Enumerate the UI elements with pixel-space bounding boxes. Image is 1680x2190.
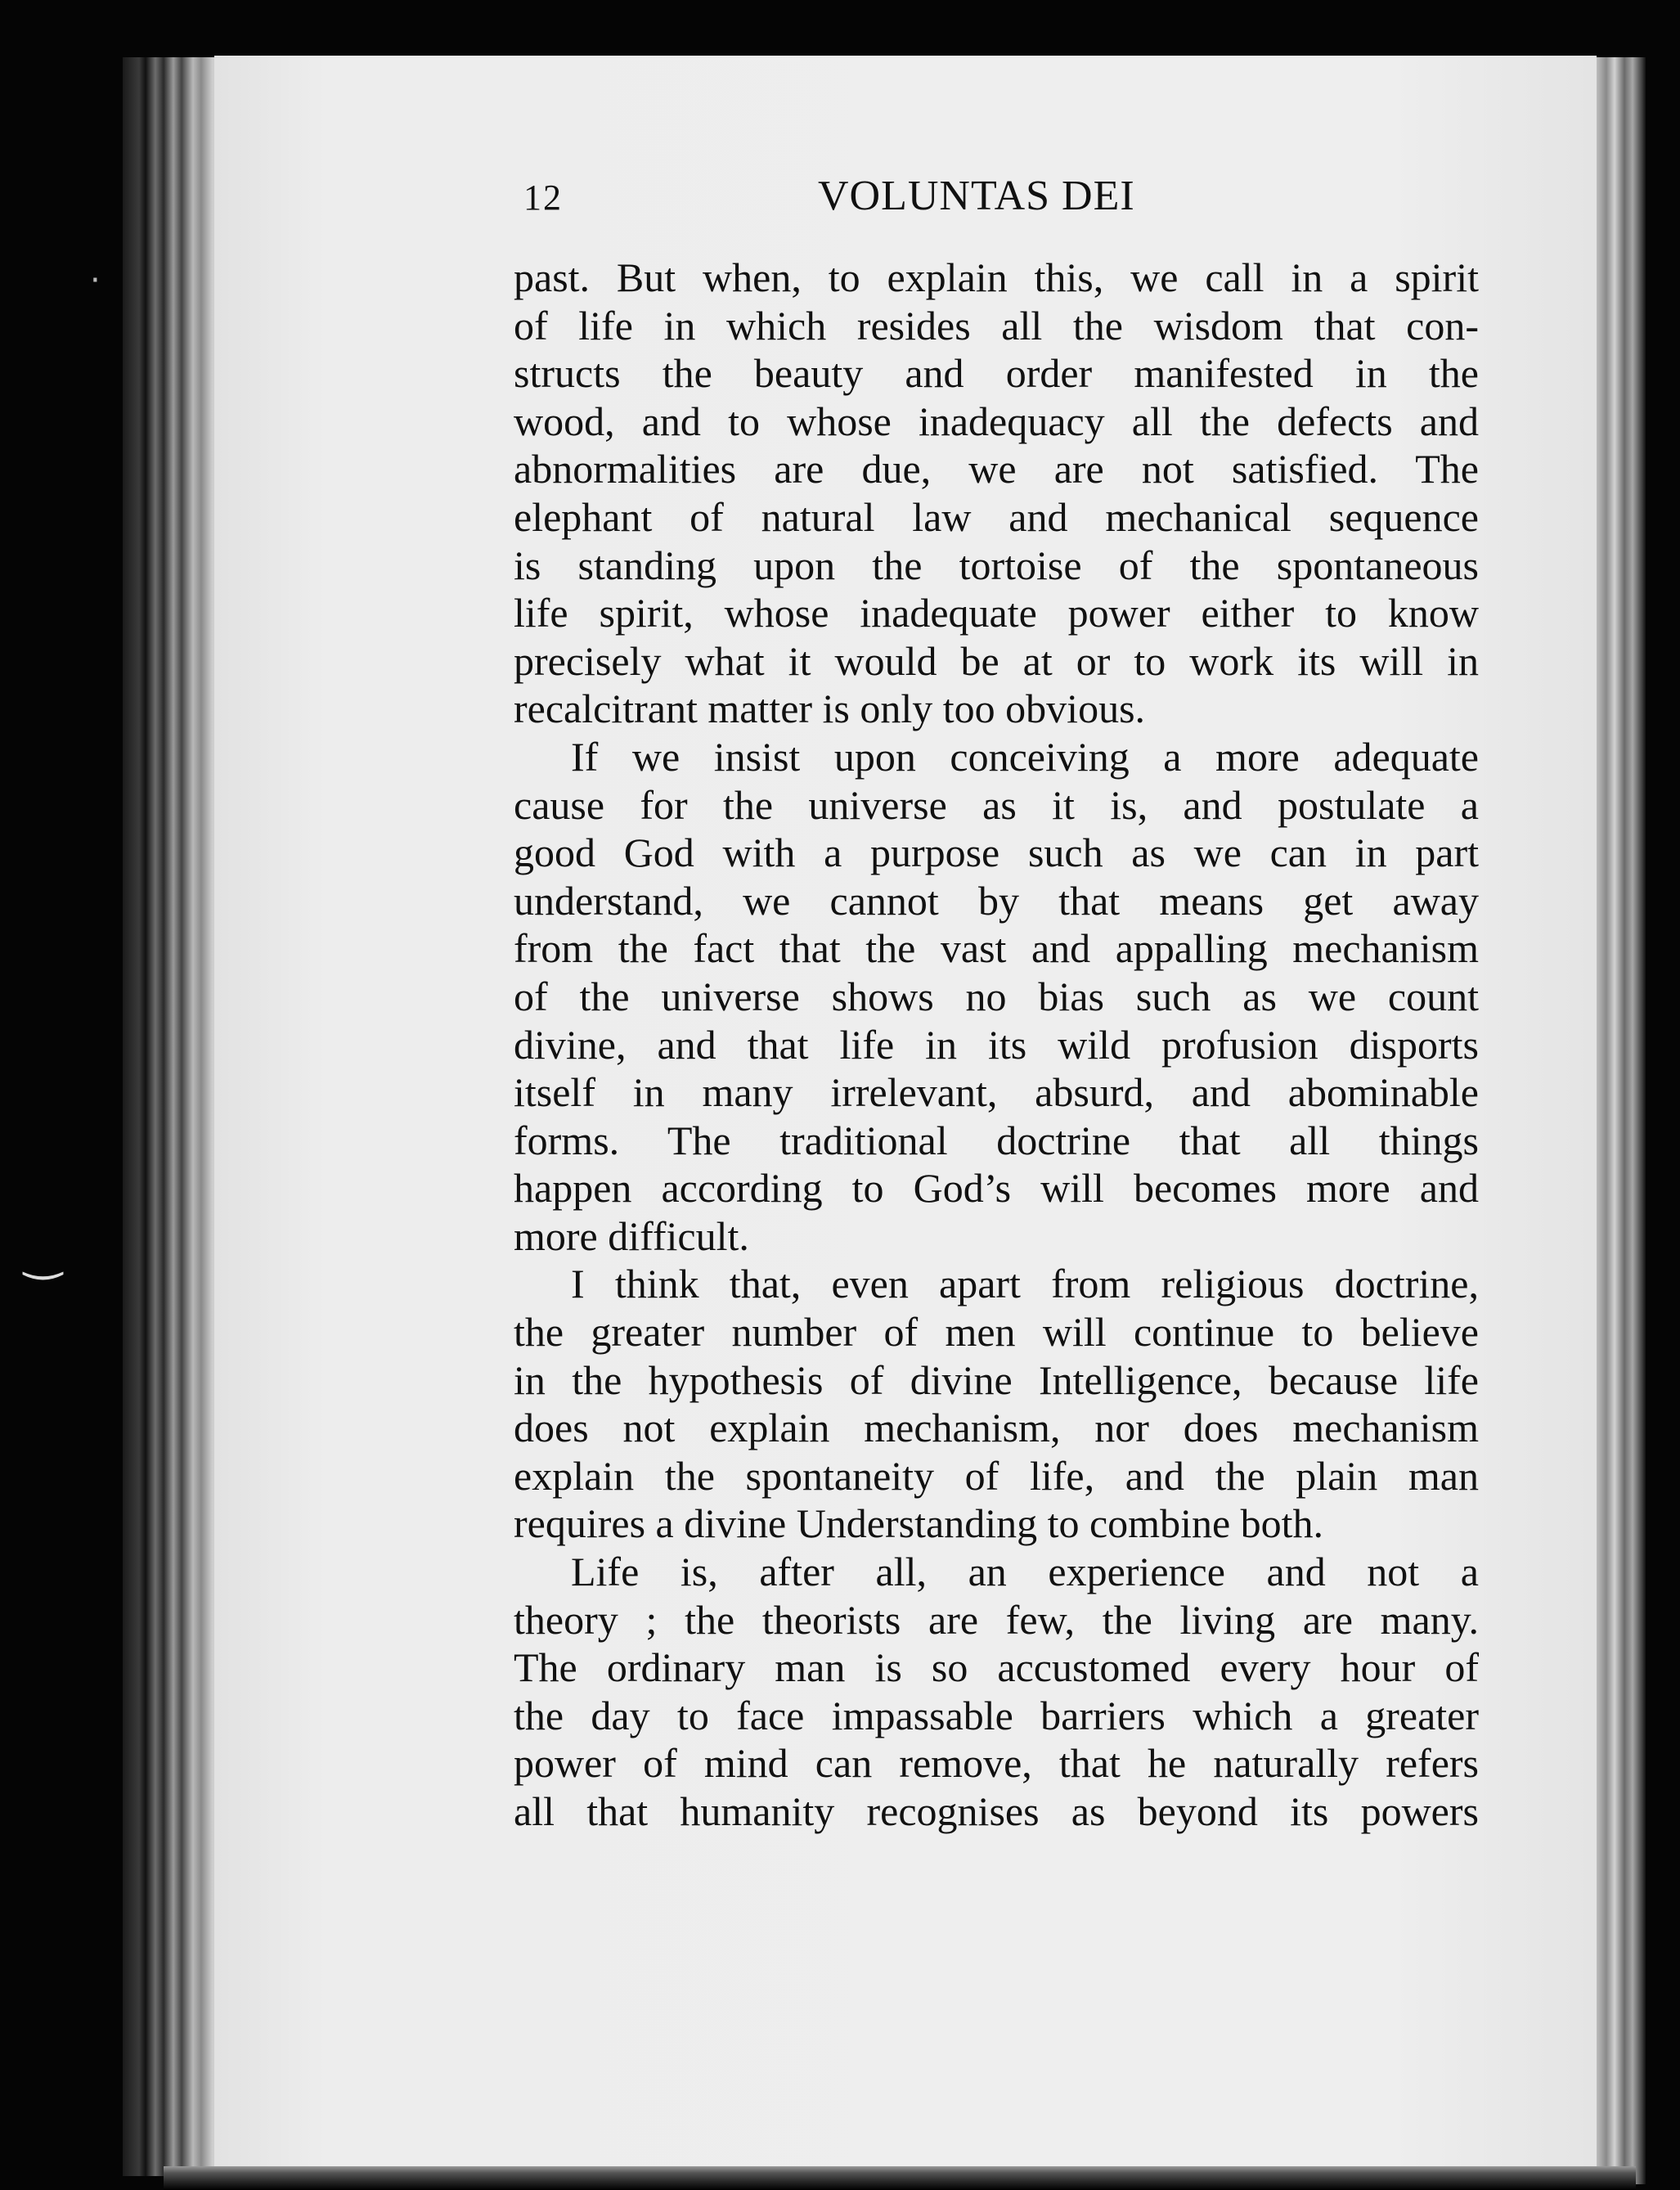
scan-artifact-mark: ‿ (25, 1227, 62, 1280)
text-line: I think that, even apart from religious doctrine, (571, 1261, 1479, 1307)
text-line: life spirit, whose inadequate power either to know (514, 590, 1479, 636)
text-line: good God with a purpose such as we can in part (514, 830, 1479, 876)
text-line: of the universe shows no bias such as we count (514, 973, 1479, 1019)
left-book-edge (123, 57, 229, 2176)
text-line: recalcitrant matter is only too obvious. (514, 686, 1146, 732)
right-book-edge (1597, 57, 1646, 2184)
text-line: structs the beauty and order manifested in the (514, 350, 1479, 397)
page-header (523, 172, 1472, 229)
text-line: theory ; the theorists are few, the living are many. (514, 1596, 1479, 1643)
text-line: happen according to God’s will becomes more and (514, 1165, 1479, 1212)
text-line: If we insist upon conceiving a more adequate (571, 733, 1479, 780)
text-line: more difficult. (514, 1212, 749, 1259)
text-line: requires a divine Understanding to combine both. (514, 1500, 1324, 1547)
text-line: past. But when, to explain this, we call in a spirit (514, 254, 1479, 300)
text-line: the greater number of men will continue to believe (514, 1309, 1479, 1356)
dust-speck: · (90, 262, 101, 299)
text-line: of life in which resides all the wisdom that con- (514, 302, 1479, 349)
text-line: power of mind can remove, that he naturally refers (514, 1740, 1479, 1787)
page-number: 12 (523, 178, 563, 218)
text-line: itself in many irrelevant, absurd, and abominable (514, 1069, 1479, 1116)
text-line: from the fact that the vast and appalling mechanism (514, 925, 1479, 972)
text-line: Life is, after all, an experience and not a (571, 1549, 1479, 1595)
text-line: understand, we cannot by that means get away (514, 877, 1479, 924)
text-line: The ordinary man is so accustomed every hour of (514, 1644, 1479, 1691)
text-line: divine, and that life in its wild profusion disports (514, 1021, 1479, 1068)
text-line: elephant of natural law and mechanical sequence (514, 493, 1479, 540)
text-line: abnormalities are due, we are not satisfied. The (514, 446, 1479, 492)
text-line: precisely what it would be at or to work its will in (514, 637, 1479, 684)
running-head: VOLUNTAS DEI (818, 173, 1135, 219)
text-line: cause for the universe as it is, and postulate a (514, 781, 1479, 828)
text-line: forms. The traditional doctrine that all things (514, 1117, 1479, 1163)
text-line: does not explain mechanism, nor does mechanism (514, 1405, 1479, 1451)
body-text (514, 254, 1479, 1836)
text-line: all that humanity recognises as beyond its powers (514, 1788, 1479, 1834)
text-line: in the hypothesis of divine Intelligence, because life (514, 1356, 1479, 1403)
text-line: is standing upon the tortoise of the spontaneous (514, 542, 1479, 588)
text-line: wood, and to whose inadequacy all the defects and (514, 398, 1479, 444)
bottom-book-edge (164, 2166, 1636, 2190)
text-line: explain the spontaneity of life, and the plain man (514, 1452, 1479, 1499)
text-line: the day to face impassable barriers which a greater (514, 1692, 1479, 1738)
